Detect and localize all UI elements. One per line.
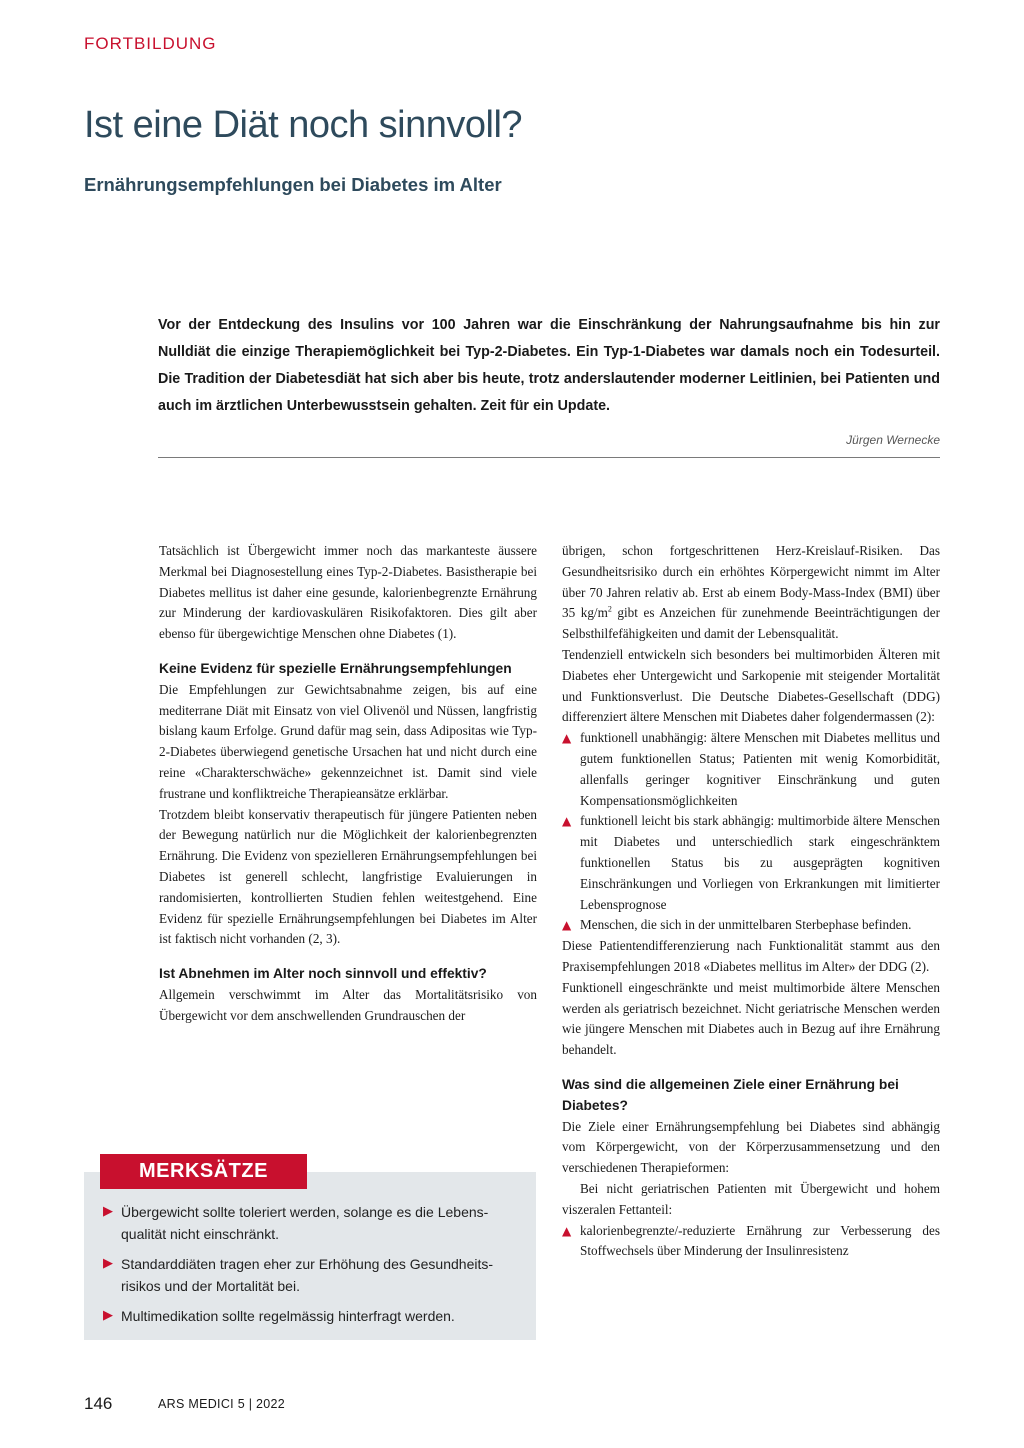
paragraph: [562, 541, 940, 645]
list-item-text: funktionell unabhängig: ältere Menschen mit Diabetes mellitus und gutem funktionellen Status; Patienten mit wenig Komorbidität, allenfalls geringer kognitiver Einschränkung und guten Kompensationsmöglichkeiten: [580, 730, 940, 808]
triangle-bullet-icon: ▲: [562, 918, 572, 933]
arrow-bullet-icon: ▶: [103, 1256, 113, 1271]
journal-issue: ARS MEDICI 5 | 2022: [158, 1397, 286, 1411]
triangle-bullet-icon: ▲: [562, 814, 572, 829]
section-label: FORTBILDUNG: [84, 34, 217, 53]
paragraph: Diese Patientendifferenzierung nach Funktionalität stammt aus den Praxisempfehlungen 2018 «Diabetes mellitus im Alter» der DDG (2).: [562, 938, 940, 974]
list-item: [562, 1221, 940, 1263]
list-item-text: Menschen, die sich in der unmittelbaren Sterbephase befinden.: [580, 917, 912, 933]
page-number: 146: [84, 1394, 113, 1413]
key-point-text: Übergewicht sollte toleriert werden, solange es die Lebensqualität nicht einschränkt.: [121, 1204, 489, 1242]
arrow-bullet-icon: ▶: [103, 1204, 113, 1219]
list-item: [562, 915, 940, 936]
paragraph: Trotzdem bleibt konservativ therapeutisch für jüngere Patienten neben der Bewegung natürlich nur die Möglichkeit der kalorienbegrenzten Ernährung. Die Evidenz von spezielleren Ernährungsempfehlungen bei Diabetes ist generell schlecht, langfristige Evaluierungen in randomisierten, kontrollierten Studien fehlen weitestgehend. Eine Evidenz für spezielle Ernährungsempfehlungen bei Diabetes im Alter ist faktisch nicht vorhanden (2, 3).: [159, 806, 537, 947]
author-name: Jürgen Wernecke: [846, 433, 940, 447]
key-point-text: Standarddiäten tragen eher zur Erhöhung des Gesundheitsrisikos und der Mortalität bei.: [121, 1256, 494, 1294]
key-points-list: [103, 1201, 523, 1335]
article-subtitle: Ernährungsempfehlungen bei Diabetes im Alter: [84, 174, 502, 195]
list-item: [562, 728, 940, 811]
body-column-left: [159, 541, 537, 1027]
list-item-text: funktionell leicht bis stark abhängig: multimorbide ältere Menschen mit Diabetes und unterschiedlich stark eingeschränktem funktionellen Status bis zu ausgeprägten kognitiven Einschränkungen und Vorliegen von Erkrankungen mit limitierter Lebensprognose: [580, 813, 940, 912]
bullet-list: [562, 1221, 940, 1263]
paragraph: Die Empfehlungen zur Gewichtsabnahme zeigen, bis auf eine mediterrane Diät mit Einsatz von viel Olivenöl und Nüssen, langfristig bislang kaum Erfolge. Grund dafür mag sein, dass Adipositas wie Typ-2-Diabetes überwiegend genetische Ursachen hat und nicht durch eine reine «Charakterschwäche» gekennzeichnet ist. Damit sind viele frustrane und konfliktreiche Therapieansätze erklärbar.: [159, 681, 537, 801]
article-title: Ist eine Diät noch sinnvoll?: [84, 104, 523, 146]
key-points-title: MERKSÄTZE: [100, 1154, 307, 1189]
section-heading: Was sind die allgemeinen Ziele einer Ernährung bei Diabetes?: [562, 1076, 899, 1113]
paragraph-text: übrigen, schon fortgeschrittenen Herz-Kreislauf-Risiken. Das Gesundheitsrisiko durch ein erhöhtes Körpergewicht nimmt im Alter über 70 Jahren relativ ab. Erst ab einem Body-Mass-Index (BMI) über 35 kg/m: [562, 543, 940, 621]
section-heading: Keine Evidenz für spezielle Ernährungsempfehlungen: [159, 660, 512, 676]
bullet-list: [562, 728, 940, 936]
list-item: [562, 811, 940, 915]
paragraph-text: gibt es Anzeichen für zunehmende Beeinträchtigungen der Selbsthilfefähigkeiten und damit der Lebensqualität.: [562, 605, 941, 642]
divider: [158, 457, 940, 458]
paragraph: Funktionell eingeschränkte und meist multimorbide ältere Menschen werden als geriatrisch bezeichnet. Nicht geriatrische Menschen werden wie jüngere Menschen mit Diabetes auch in Bezug auf ihre Ernährung behandelt.: [562, 979, 940, 1058]
key-point-text: Multimedikation sollte regelmässig hinterfragt werden.: [121, 1308, 455, 1324]
section-heading: Ist Abnehmen im Alter noch sinnvoll und effektiv?: [159, 966, 487, 982]
paragraph: Die Ziele einer Ernährungsempfehlung bei Diabetes sind abhängig vom Körpergewicht, von der Körperzusammensetzung und den verschiedenen Therapieformen:: [562, 1118, 940, 1176]
key-point: [103, 1305, 523, 1327]
body-column-right: [562, 541, 940, 1262]
lead-paragraph: Vor der Entdeckung des Insulins vor 100 Jahren war die Einschränkung der Nahrungsaufnahme bis hin zur Nulldiät die einzige Therapiemöglichkeit bei Typ-2-Diabetes. Ein Typ-1-Diabetes war damals noch ein Todesurteil. Die Tradition der Diabetesdiät hat sich aber bis heute, trotz anderslautender moderner Leitlinien, bei Patienten und auch im ärztlichen Unterbewusstsein gehalten. Zeit für ein Update.: [158, 317, 940, 414]
paragraph: Tatsächlich ist Übergewicht immer noch das markanteste äussere Merkmal bei Diagnosestellung eines Typ-2-Diabetes. Basistherapie bei Diabetes mellitus ist daher eine gesunde, kalorienbegrenzte Ernährung zur Minderung der kardiovaskulären Risikofaktoren. Dies gilt aber ebenso für übergewichtige Menschen ohne Diabetes (1).: [159, 543, 537, 642]
key-point: [103, 1201, 523, 1245]
paragraph: Tendenziell entwickeln sich besonders bei multimorbiden Älteren mit Diabetes eher Untergewicht und Sarkopenie mit steigender Mortalität und Funktionsverlust. Die Deutsche Diabetes-Gesellschaft (DDG) differenziert ältere Menschen mit Diabetes daher folgendermassen (2):: [562, 646, 940, 725]
paragraph: Bei nicht geriatrischen Patienten mit Übergewicht und hohem viszeralen Fettanteil:: [562, 1180, 940, 1217]
arrow-bullet-icon: ▶: [103, 1308, 113, 1323]
paragraph: Allgemein verschwimmt im Alter das Mortalitätsrisiko von Übergewicht vor dem anschwellenden Grundrauschen der: [159, 986, 537, 1023]
triangle-bullet-icon: ▲: [562, 731, 572, 746]
triangle-bullet-icon: ▲: [562, 1223, 572, 1238]
key-point: [103, 1253, 523, 1297]
list-item-text: kalorienbegrenzte/-reduzierte Ernährung zur Verbesserung des Stoffwechsels über Minderung der Insulinresistenz: [580, 1222, 940, 1259]
superscript: 2: [607, 605, 612, 614]
